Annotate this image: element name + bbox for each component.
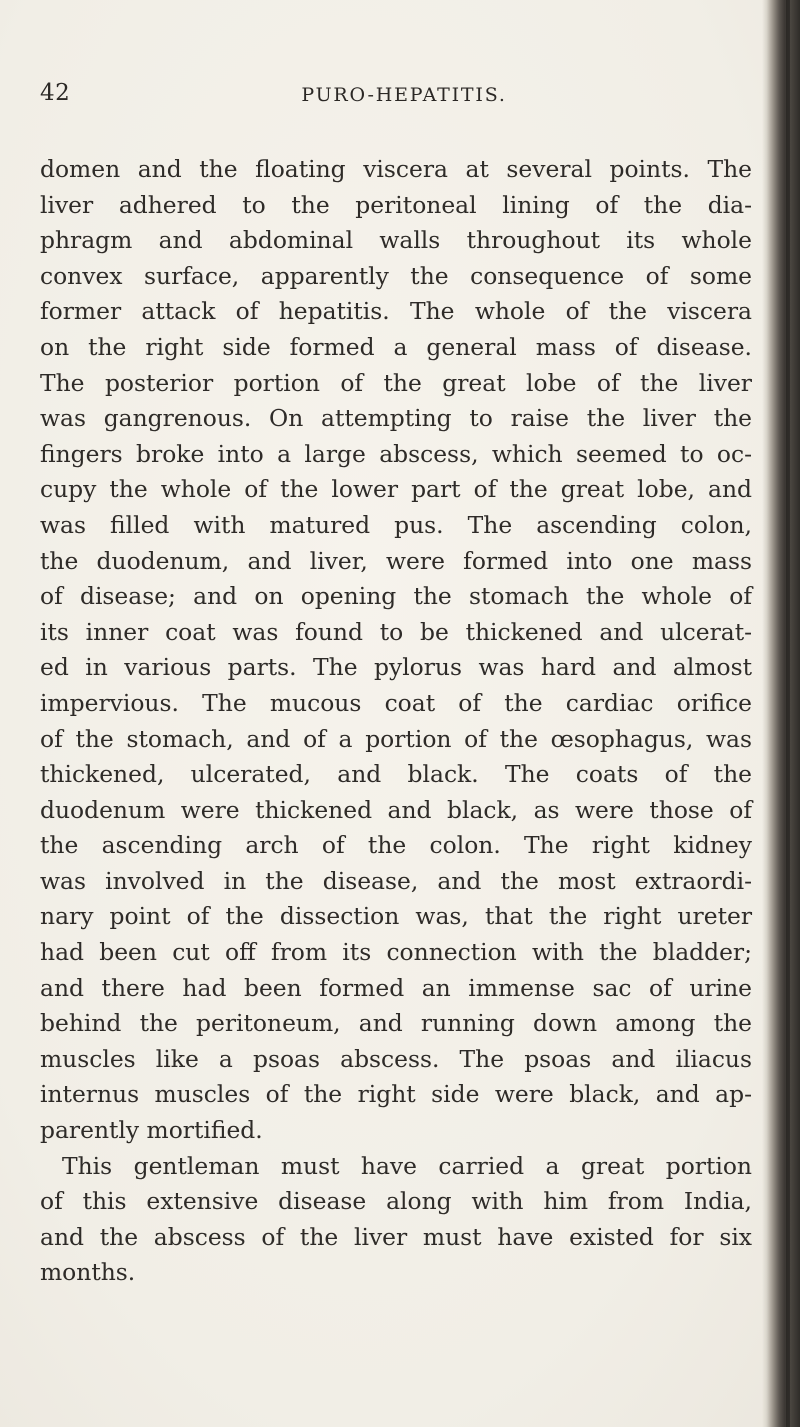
text-line: muscles like a psoas abscess. The psoas and iliacus bbox=[40, 1044, 752, 1073]
text-line: was gangrenous. On attempting to raise the liver the bbox=[40, 404, 752, 433]
text-line: was involved in the disease, and the most extraordi- bbox=[40, 866, 752, 895]
text-line: The posterior portion of the great lobe of the liver bbox=[40, 368, 752, 397]
text-line-paragraph-end: parently mortified. bbox=[40, 1116, 263, 1145]
text-line: and the abscess of the liver must have existed for six bbox=[40, 1222, 752, 1251]
text-line: of this extensive disease along with him from India, bbox=[40, 1187, 752, 1216]
running-title: PURO-HEPATITIS. bbox=[301, 84, 507, 106]
text-line-paragraph-start: This gentleman must have carried a great portion bbox=[62, 1151, 752, 1180]
text-line: thickened, ulcerated, and black. The coats of the bbox=[40, 760, 752, 789]
text-line: of disease; and on opening the stomach the whole of bbox=[40, 582, 752, 611]
text-line: the duodenum, and liver, were formed into one mass bbox=[40, 546, 752, 575]
text-line: convex surface, apparently the consequence of some bbox=[40, 261, 752, 290]
page-binding-shadow bbox=[762, 0, 800, 1427]
text-line: internus muscles of the right side were black, and ap- bbox=[40, 1080, 752, 1109]
text-line: the ascending arch of the colon. The right kidney bbox=[40, 831, 752, 860]
text-line: on the right side formed a general mass of disease. bbox=[40, 332, 752, 361]
body-text bbox=[40, 152, 752, 1291]
text-line: nary point of the dissection was, that the right ureter bbox=[40, 902, 752, 931]
text-line: behind the peritoneum, and running down among the bbox=[40, 1009, 752, 1038]
text-line: and there had been formed an immense sac of urine bbox=[40, 973, 752, 1002]
text-line-paragraph-end: months. bbox=[40, 1258, 136, 1287]
text-line: domen and the floating viscera at several points. The bbox=[40, 155, 752, 183]
text-line: cupy the whole of the lower part of the great lobe, and bbox=[40, 475, 752, 504]
text-line: was filled with matured pus. The ascending colon, bbox=[40, 510, 752, 539]
text-line: liver adhered to the peritoneal lining of the dia- bbox=[40, 190, 752, 219]
text-line: phragm and abdominal walls throughout its whole bbox=[40, 226, 752, 255]
text-line: impervious. The mucous coat of the cardiac orifice bbox=[40, 688, 752, 717]
text-line: duodenum were thickened and black, as were those of bbox=[40, 795, 752, 824]
text-line: ed in various parts. The pylorus was hard and almost bbox=[40, 653, 752, 682]
text-line: had been cut off from its connection with the bladder; bbox=[40, 938, 752, 967]
text-line: of the stomach, and of a portion of the œsophagus, was bbox=[40, 724, 752, 753]
binding-edge bbox=[786, 0, 790, 1427]
page-number: 42 bbox=[40, 80, 71, 106]
text-line: its inner coat was found to be thickened and ulcerat- bbox=[40, 617, 752, 646]
running-head bbox=[0, 84, 800, 106]
text-line: fingers broke into a large abscess, which seemed to oc- bbox=[40, 439, 752, 468]
text-line: former attack of hepatitis. The whole of the viscera bbox=[40, 297, 752, 326]
